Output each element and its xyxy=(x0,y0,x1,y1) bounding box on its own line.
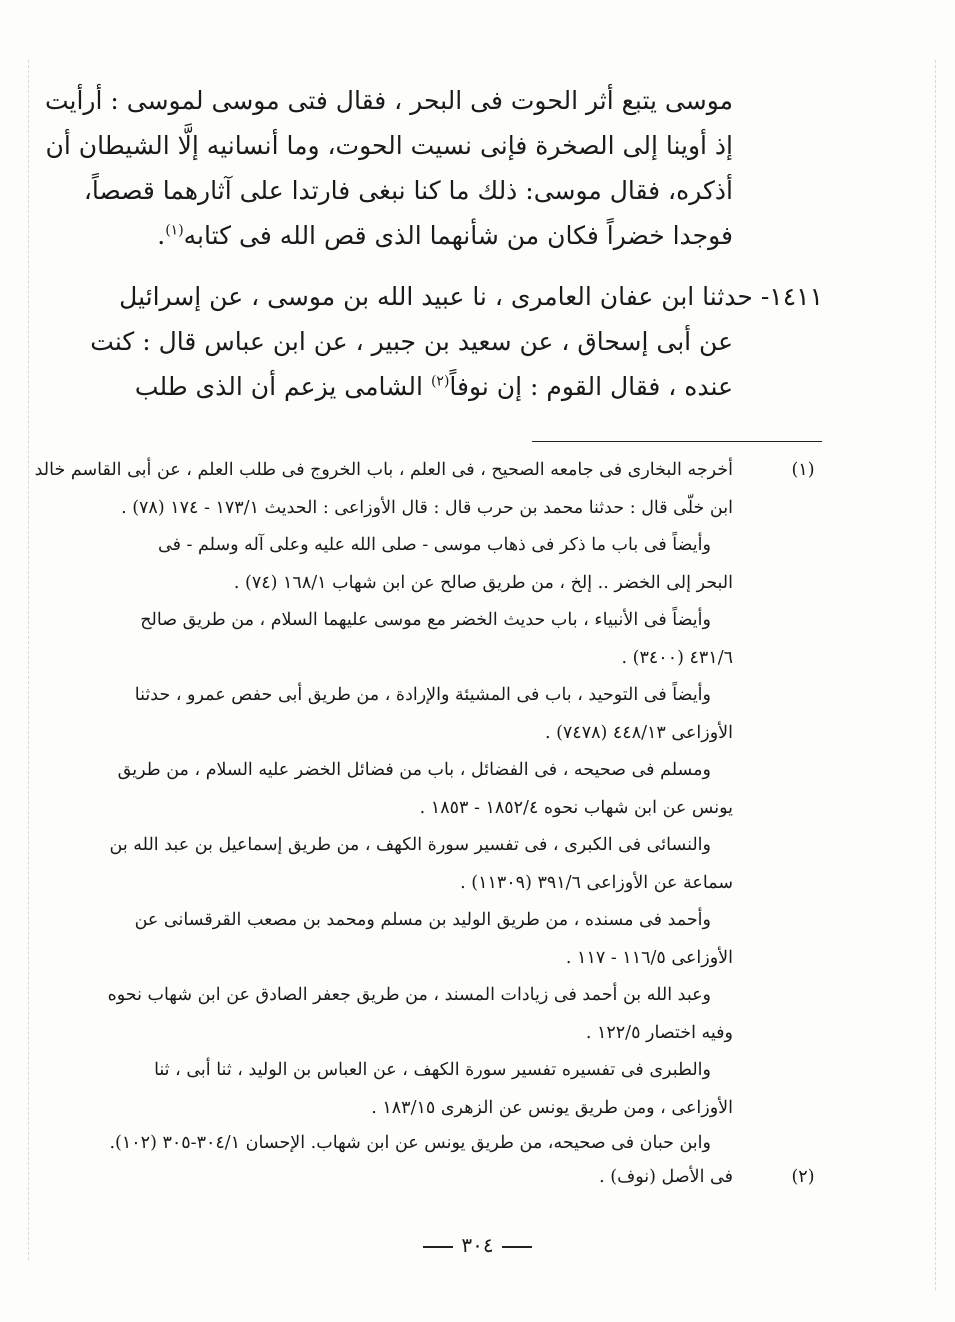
footnote-separator xyxy=(532,441,822,442)
footnote-line: سماعة عن الأوزاعى ٣٩١/٦ (١١٣٠٩) . xyxy=(460,872,733,893)
text-line: موسى يتبع أثر الحوت فى البحر ، فقال فتى موسى لموسى : أرأيت xyxy=(44,86,733,115)
footnote-line: يونس عن ابن شهاب نحوه ١٨٥٢/٤ - ١٨٥٣ . xyxy=(419,797,733,818)
text-line xyxy=(119,274,823,319)
footnote-1 xyxy=(34,452,823,1159)
paragraph-continuation xyxy=(44,78,823,258)
footnote-line: البحر إلى الخضر .. إلخ ، من طريق صالح عن ابن شهاب ١٦٨/١ (٧٤) . xyxy=(233,572,733,593)
text-line xyxy=(133,213,823,258)
main-text xyxy=(44,78,823,409)
footnote-marker: (١) xyxy=(165,222,184,239)
dash-decoration xyxy=(502,1246,532,1248)
footnote-line: الأوزاعى ٤٤٨/١٣ (٧٤٧٨) . xyxy=(544,722,733,743)
footnote-line: ومسلم فى صحيحه ، فى الفضائل ، باب من فضائل الخضر عليه السلام ، من طريق xyxy=(117,760,711,780)
page-number-value: ٣٠٤ xyxy=(461,1233,494,1257)
footnotes xyxy=(34,452,823,1197)
footnote-body xyxy=(133,1159,733,1197)
text-segment: حدثنا ابن عفان العامرى ، نا عبيد الله بن موسى ، عن إسرائيل xyxy=(119,282,753,311)
dash-decoration xyxy=(423,1246,453,1248)
footnote-line: فى الأصل (نوف) . xyxy=(599,1167,733,1187)
footnote-line: أخرجه البخارى فى جامعه الصحيح ، فى العلم ، باب الخروج فى طلب العلم ، عن أبى القاسم خالد xyxy=(34,460,733,480)
text-segment: فوجدا خضراً فكان من شأنهما الذى قص الله فى كتابه xyxy=(183,221,733,250)
footnote-label: (١) xyxy=(791,460,815,480)
footnote-line: ابن خلّى قال : حدثنا محمد بن حرب قال : قال الأوزاعى : الحديث ١٧٣/١ - ١٧٤ (٧٨) . xyxy=(121,497,733,518)
footnote-line: والطبرى فى تفسيره تفسير سورة الكهف ، عن العباس بن الوليد ، ثنا أبى ، ثنا xyxy=(154,1060,711,1080)
text-line: أذكره، فقال موسى: ذلك ما كنا نبغى فارتدا على آثارهما قصصاً، xyxy=(83,176,733,205)
text-line: عن أبى إسحاق ، عن سعيد بن جبير ، عن ابن عباس قال : كنت xyxy=(90,327,733,356)
footnote-line: والنسائى فى الكبرى ، فى تفسير سورة الكهف ، من طريق إسماعيل بن عبد الله بن xyxy=(109,835,711,855)
footnote-2 xyxy=(133,1159,823,1197)
footnote-line: وأيضاً فى التوحيد ، باب فى المشيئة والإرادة ، من طريق أبى حفص عمرو ، حدثنا xyxy=(134,685,711,705)
footnote-line: وأحمد فى مسنده ، من طريق الوليد بن مسلم ومحمد بن مصعب القرقسانى عن xyxy=(134,910,711,930)
footnote-body xyxy=(34,452,733,1159)
page-number xyxy=(0,1233,955,1257)
footnote-marker: (٢) xyxy=(430,373,450,390)
footnote-line: وأيضاً فى باب ما ذكر فى ذهاب موسى - صلى الله عليه وعلى آله وسلم - فى xyxy=(158,535,711,555)
text-segment: الشامى يزعم أن الذى طلب xyxy=(134,372,423,401)
footnote-line: وابن حبان فى صحيحه، من طريق يونس عن ابن شهاب. الإحسان ٣٠٤/١-٣٠٥ (١٠٢). xyxy=(109,1133,711,1153)
footnote-line: الأوزاعى ١١٦/٥ - ١١٧ . xyxy=(565,947,733,968)
footnote-line: وأيضاً فى الأنبياء ، باب حديث الخضر مع موسى عليهما السلام ، من طريق صالح xyxy=(140,610,711,630)
footnote-line: ٤٣١/٦ (٣٤٠٠) . xyxy=(621,647,733,668)
scan-margin-line xyxy=(28,60,29,1260)
footnote-line: وعبد الله بن أحمد فى زيادات المسند ، من طريق جعفر الصادق عن ابن شهاب نحوه xyxy=(107,985,711,1005)
scan-margin-line xyxy=(935,60,936,1290)
hadith-number: ١٤١١- xyxy=(760,282,823,311)
text-segment: عنده ، فقال القوم : إن نوفاً xyxy=(449,372,733,401)
footnote-line: وفيه اختصار ١٢٢/٥ . xyxy=(585,1022,733,1043)
hadith-paragraph xyxy=(90,274,823,409)
sentence-end: . xyxy=(157,221,166,250)
footnote-line: الأوزاعى ، ومن طريق يونس عن الزهرى ١٨٣/١٥ . xyxy=(371,1097,733,1118)
footnote-label: (٢) xyxy=(791,1167,815,1187)
text-line: إذ أوينا إلى الصخرة فإنى نسيت الحوت، وما أنسانيه إلَّا الشيطان أن xyxy=(45,131,733,160)
text-line xyxy=(133,364,823,409)
